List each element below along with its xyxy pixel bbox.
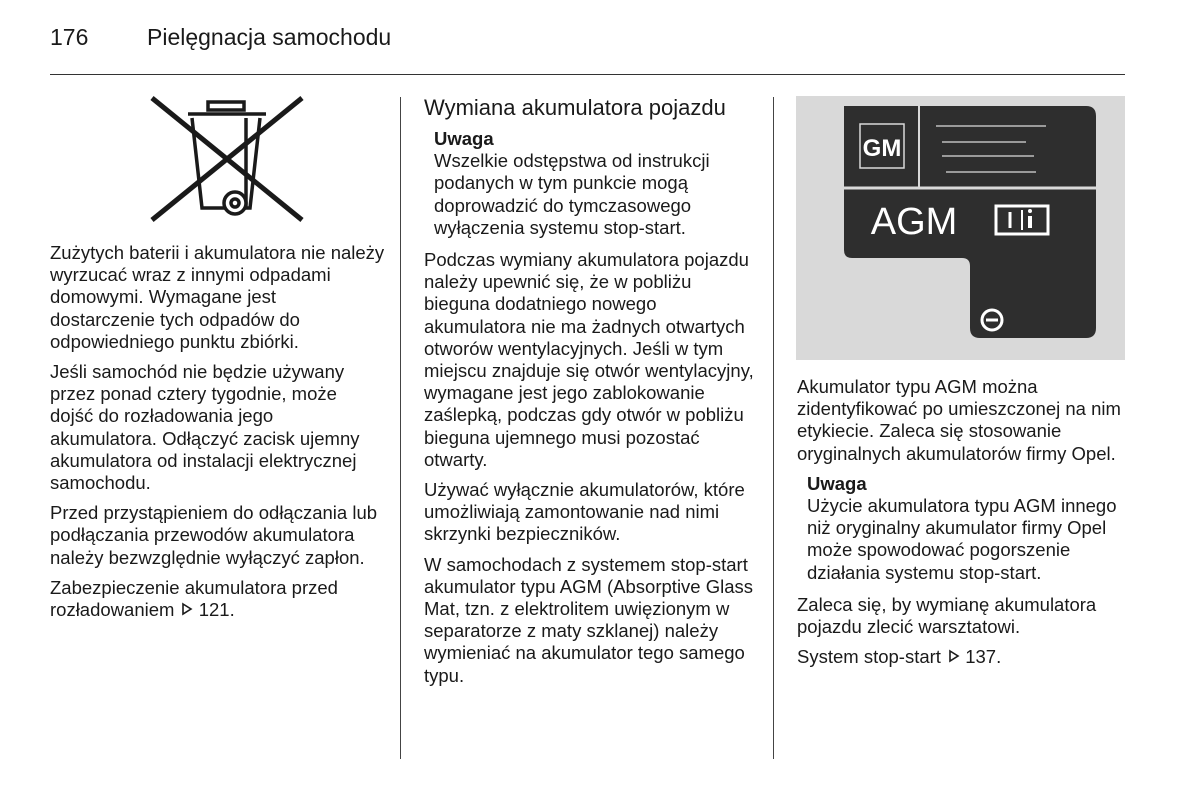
- section-heading: Wymiana akumulatora pojazdu: [424, 95, 726, 120]
- paragraph: Przed przystąpieniem do odłączania lub podłączania przewodów akumulatora należy bezwzględnie wyłączyć zapłon.: [50, 502, 378, 568]
- header-rule: [50, 74, 1125, 75]
- paragraph: Używać wyłącznie akumulatorów, które umożliwiają zamontowanie nad nimi skrzynki bezpieczników.: [424, 479, 745, 545]
- paragraph: Zużytych baterii i akumulatora nie należy wyrzucać wraz z innymi odpadami domowymi. Wymagane jest dostarczenie tych odpadów do odpowiedniego punktu zbiórki.: [50, 242, 385, 352]
- note-heading: Uwaga: [434, 128, 494, 149]
- paragraph: Zaleca się, by wymianę akumulatora pojazdu zlecić warsztatowi.: [797, 593, 1097, 638]
- agm-label-image: [796, 96, 1125, 360]
- column-left: [50, 242, 385, 629]
- paragraph: Podczas wymiany akumulatora pojazdu należy upewnić się, że w pobliżu bieguna dodatniego nowego akumulatora nie ma żadnych otwartych otworów wentylacyjnych. Jeśli w tym miejscu znajduje się otwór wentylacyjny, wymagane jest jego zablokowanie zaślepką, podczas gdy otwór w pobliżu bieguna ujemnego musi pozostać otwarty.: [424, 249, 754, 470]
- column-middle: [424, 95, 760, 695]
- page-number: 176: [50, 24, 89, 50]
- note-heading: Uwaga: [807, 472, 867, 494]
- note-body: Użycie akumulatora typu AGM innego niż oryginalny akumulator firmy Opel może spowodować pogorszenie działania systemu stop-start.: [807, 495, 1117, 583]
- note-box: [807, 473, 1127, 584]
- page-reference[interactable]: 137.: [965, 646, 1002, 668]
- paragraph: [797, 646, 1127, 668]
- reference-arrow-icon: [180, 599, 194, 621]
- gm-logo-text: GM: [862, 135, 902, 162]
- crossed-out-bin-icon: [148, 96, 308, 224]
- note-body: Wszelkie odstępstwa od instrukcji podanych w tym punkcie mogą doprowadzić do tymczasowego wyłączenia systemu stop-start.: [434, 150, 710, 238]
- section-title: Pielęgnacja samochodu: [147, 24, 392, 50]
- page-reference[interactable]: 121.: [198, 599, 235, 621]
- reference-arrow-icon: [946, 646, 960, 668]
- manual-book-icon: [996, 206, 1048, 234]
- paragraph: Jeśli samochód nie będzie używany przez ponad cztery tygodnie, może dojść do rozładowania jego akumulatora. Odłączyć zacisk ujemny akumulatora od instalacji elektrycznej samochodu.: [50, 361, 360, 494]
- column-divider-1: [400, 97, 401, 759]
- column-right: [797, 376, 1127, 676]
- paragraph-text: Zabezpieczenie akumulatora przed rozładowaniem: [50, 576, 338, 621]
- paragraph-text: System stop-start: [797, 646, 941, 668]
- column-divider-2: [773, 97, 774, 759]
- note-box: [434, 128, 760, 239]
- agm-label-text: AGM: [870, 201, 958, 243]
- paragraph: Akumulator typu AGM można zidentyfikować po umieszczonej na nim etykiecie. Zaleca się stosowanie oryginalnych akumulatorów firmy Opel.: [797, 376, 1121, 464]
- paragraph: [50, 577, 385, 621]
- paragraph: W samochodach z systemem stop-start akumulator typu AGM (Absorptive Glass Mat, tzn. z elektrolitem uwięzionym w separatorze z maty szklanej) należy wymieniać na akumulator tego samego typu.: [424, 553, 754, 686]
